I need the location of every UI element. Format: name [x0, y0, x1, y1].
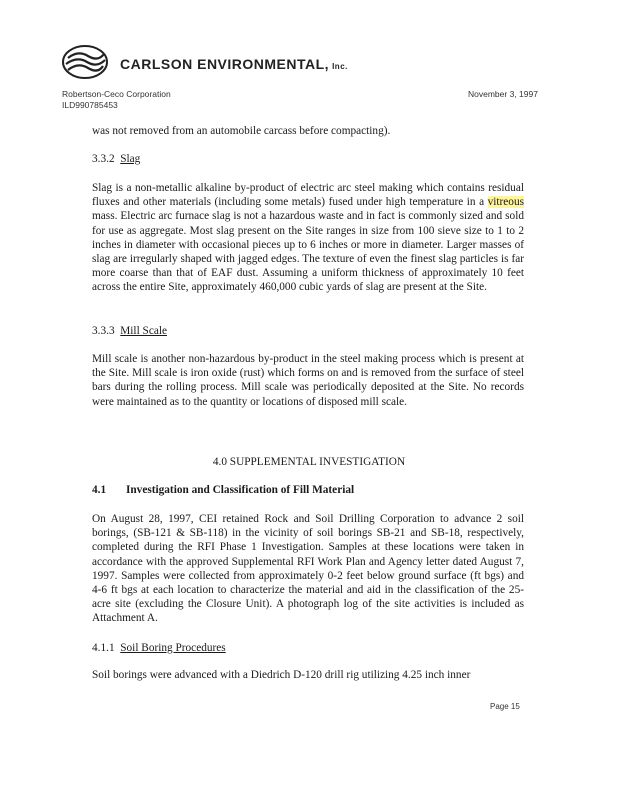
company-name-text: CARLSON ENVIRONMENTAL, [120, 56, 330, 72]
company-name [120, 56, 348, 72]
section-4-heading: 4.0 SUPPLEMENTAL INVESTIGATION [212, 456, 406, 468]
section-number: 3.3.3 [92, 325, 115, 337]
soil-boring-paragraph: Soil borings were advanced with a Diedrich D-120 drill rig utilizing 4.25 inch inner [92, 669, 471, 681]
section-number: 4.1.1 [92, 642, 115, 654]
slag-text-before: Slag is a non-metallic alkaline by-product of electric arc steel making which contains residual fluxes and other materials (including some metals) fused under high temperature in a [92, 182, 524, 209]
section-4-1-heading [92, 484, 354, 496]
section-title: Soil Boring Procedures [120, 642, 226, 654]
section-4-1-1-heading [92, 642, 226, 654]
page-number: Page 15 [490, 702, 520, 711]
section-number: 4.1 [92, 484, 107, 496]
section-3-3-3-heading [92, 325, 167, 337]
epa-id: ILD990785453 [62, 100, 118, 110]
highlighted-word: vitreous [487, 196, 524, 209]
mill-scale-paragraph: Mill scale is another non-hazardous by-product in the steel making process which is present at the Site. Mill scale is iron oxide (rust) which forms on and is removed from the surface of steel bars during the rolling process. Mill scale was periodically deposited at the Site. No records were maintained as to the quantity or locations of disposed mill scale. [92, 353, 524, 408]
section-3-3-2-heading [92, 153, 140, 165]
section-title: Investigation and Classification of Fill Material [126, 484, 355, 496]
company-suffix: Inc. [332, 62, 348, 71]
section-number: 3.3.2 [92, 153, 115, 165]
document-date: November 3, 1997 [468, 89, 538, 99]
section-title: Mill Scale [120, 325, 167, 337]
section-title: Slag [120, 153, 141, 165]
slag-text-after: mass. Electric arc furnace slag is not a hazardous waste and in fact is commonly sized and sold for use as aggregate. Most slag present on the Site ranges in size from 100 sieve size to 1 to 2 inches in diameter with occasional pieces up to 6 inches or more in diameter. Larger masses of slag are irregularly shaped with jagged edges. The texture of even the finest slag particles is far more coarse than that of EAF dust. Assuming a uniform thickness of approximately 10 feet across the entire Site, approximately 460,000 cubic yards of slag are present at the Site. [92, 210, 524, 294]
intro-line: was not removed from an automobile carcass before compacting). [92, 125, 391, 137]
carlson-logo-icon [60, 42, 110, 82]
slag-paragraph [92, 181, 524, 295]
investigation-paragraph: On August 28, 1997, CEI retained Rock and Soil Drilling Corporation to advance 2 soil borings, (SB-121 & SB-118) in the vicinity of soil borings SB-21 and SB-18, respectively, completed during the RFI Phase 1 Investigation. Samples at these locations were taken in accordance with the approved Supplemental RFI Work Plan and Agency letter dated August 7, 1997. Samples were collected from approximately 0-2 feet below ground surface (ft bgs) and 4-6 ft bgs at each location to characterize the material and aid in the classification of the 25-acre site (excluding the Closure Unit). A photograph log of the site activities is included as Attachment A. [92, 513, 524, 625]
client-name: Robertson-Ceco Corporation [62, 89, 171, 99]
